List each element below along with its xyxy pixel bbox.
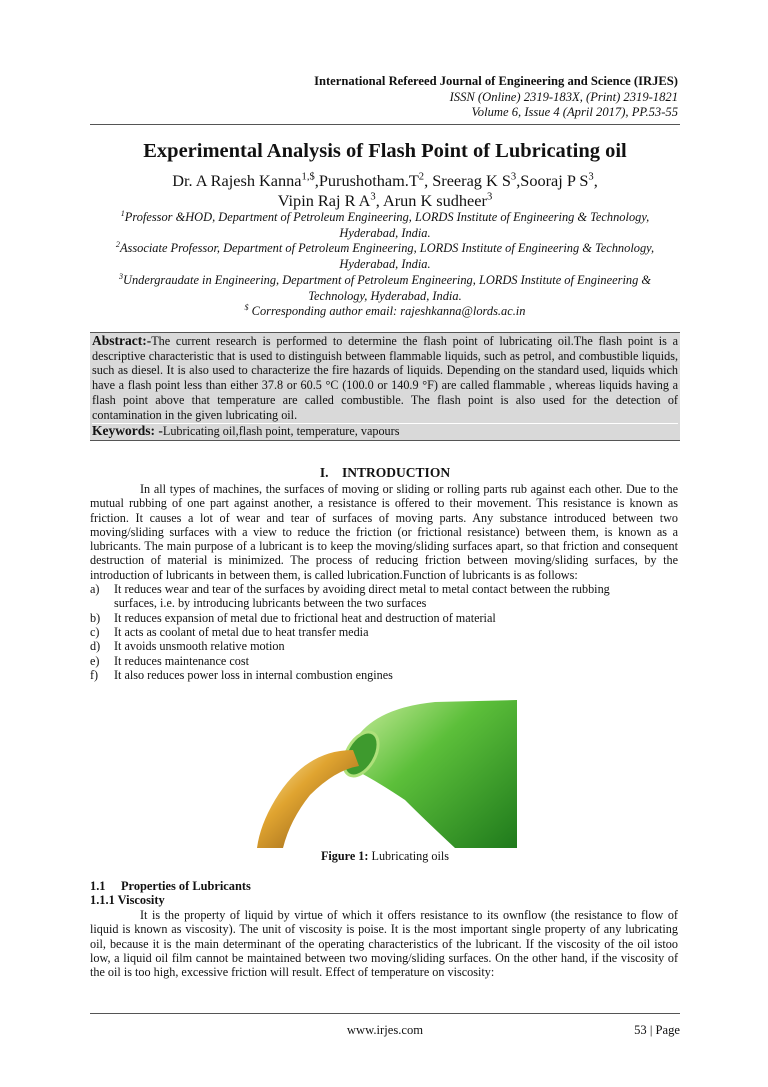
list-marker: f) <box>90 667 99 682</box>
abstract-box <box>90 332 680 441</box>
lubricating-oil-figure <box>255 700 517 848</box>
viscosity-paragraph: It is the property of liquid by virtue of which it offers resistance to its ownflow (the resistance to flow of liquid is known as viscosity). The unit of viscosity is poise. It is the most important single property of any lubricating oil, because it is the main determinant of the operating characteristics of the lubricant. If the viscosity of the oil istoo low, a liquid oil film cannot be maintained between two moving/sliding surfaces. On the other hand, if the viscosity of the oil is too high, excessive friction will result. Effect of temperature on viscosity: <box>90 908 678 980</box>
list-marker: b) <box>90 610 101 625</box>
introduction-paragraph: In all types of machines, the surfaces of moving or sliding or rolling parts rub against each other. Due to the mutual rubbing of one part against another, a resistance is offered to their movement. This resistance is known as friction. It causes a lot of wear and tear of surfaces of moving parts. Any substance introduced between two moving/sliding surfaces with a view to reduce the friction (or frictional resistance) between them, is known as a lubricants. The main purpose of a lubricant is to keep the moving/sliding surfaces apart, so that friction and consequent destruction of material is minimized. The process of reducing friction between moving/sliding surfaces, by the introduction of lubricants in between them, is called lubrication.Function of lubricants is as follows: <box>90 482 678 582</box>
list-item <box>90 668 678 682</box>
list-marker: e) <box>90 653 100 668</box>
page-footer <box>90 1023 680 1038</box>
author-sup: 3 <box>370 191 376 203</box>
affiliation <box>90 273 680 304</box>
author-sup: 3 <box>588 171 594 183</box>
list-marker: a) <box>90 582 100 597</box>
author-sup: 1,$ <box>301 171 315 183</box>
author: ,Purushotham.T <box>314 171 419 190</box>
abstract-label: Abstract:- <box>92 333 152 348</box>
aff-sup: 1 <box>120 208 125 218</box>
affiliation <box>90 210 680 241</box>
author-sep: , <box>593 171 598 190</box>
section-heading <box>90 879 251 908</box>
aff-text: Professor &HOD, Department of Petroleum Engineering, LORDS Institute of Engineering & Technology, Hyderabad, India. <box>124 210 650 240</box>
volume-info: Volume 6, Issue 4 (April 2017), PP.53-55 <box>471 105 678 119</box>
figure-label: Figure 1: <box>320 849 369 863</box>
list-marker: c) <box>90 624 100 639</box>
bottle-icon <box>355 700 517 848</box>
journal-name: International Refereed Journal of Engineering and Science (IRJES) <box>314 74 678 88</box>
header-divider <box>90 124 680 125</box>
affiliations <box>90 210 680 320</box>
aff-text: Associate Professor, Department of Petroleum Engineering, LORDS Institute of Engineering & Technology, Hyderabad, India. <box>119 241 655 272</box>
list-text: It also reduces power loss in internal combustion engines <box>114 667 393 682</box>
list-item <box>90 611 678 625</box>
author-sup: 3 <box>510 171 517 183</box>
list-item <box>90 639 678 653</box>
aff-sup: 2 <box>115 240 120 250</box>
list-text: It reduces wear and tear of the surfaces by avoiding direct metal to metal contact between the rubbing surfaces, i.e. by introducing lubricants between the two surfaces <box>114 582 610 611</box>
list-item <box>90 582 678 611</box>
paper-title: Experimental Analysis of Flash Point of Lubricating oil <box>143 140 627 162</box>
author: Dr. A Rajesh Kanna <box>172 171 302 190</box>
footer-website[interactable]: www.irjes.com <box>346 1023 424 1037</box>
corresponding-author <box>90 304 680 320</box>
aff-text: Corresponding author email: rajeshkanna@lords.ac.in <box>248 304 526 319</box>
functions-list <box>90 582 678 682</box>
author-list <box>90 171 680 211</box>
section-1-1-heading: 1.1 Properties of Lubricants <box>90 879 251 893</box>
footer-divider <box>90 1013 680 1014</box>
oil-stream-icon <box>257 750 359 848</box>
author: Vipin Raj R A <box>277 191 371 210</box>
keywords-text: Lubricating oil,flash point, temperature, vapours <box>162 424 400 439</box>
aff-sup: 3 <box>118 271 123 281</box>
journal-header <box>314 74 678 121</box>
author: , Sreerag K S <box>424 171 511 190</box>
aff-sup: $ <box>244 303 249 313</box>
author-sup: 2 <box>418 171 425 183</box>
abstract-text: The current research is performed to determine the flash point of lubricating oil.The flash point is a descriptive characteristic that is used to distinguish between flammable liquids, such as petrol, and combustible liquids, such as diesel. It is also used to characterize the fire hazards of liquids. Depending on the standard used, liquids which have a flash point less than either 37.8 or 60.5 °C (100.0 or 140.9 °F) are called flammable , whereas liquids having a flash point above that temperature are called combustible. The flash point is also used for the detection of contamination in the given lubricating oil. <box>92 334 678 422</box>
author-sup: 3 <box>486 191 493 203</box>
list-text: It acts as coolant of metal due to heat transfer media <box>114 624 369 639</box>
issn: ISSN (Online) 2319-183X, (Print) 2319-1821 <box>449 89 678 104</box>
aff-text: Undergraudate in Engineering, Department of Petroleum Engineering, LORDS Institute of Engineering & Technology, Hyderabad, India. <box>123 272 652 303</box>
list-text: It reduces maintenance cost <box>114 653 250 668</box>
introduction-body <box>90 482 678 682</box>
list-text: It reduces expansion of metal due to frictional heat and destruction of material <box>114 610 496 625</box>
introduction-heading: I. INTRODUCTION <box>319 465 451 480</box>
author: , Arun K sudheer <box>375 191 487 210</box>
figure-caption-text: Lubricating oils <box>368 849 450 863</box>
list-marker: d) <box>90 639 101 654</box>
author: ,Sooraj P S <box>516 171 589 190</box>
list-item <box>90 625 678 639</box>
list-item <box>90 654 678 668</box>
list-text: It avoids unsmooth relative motion <box>114 639 285 654</box>
affiliation <box>90 241 680 272</box>
keywords-label: Keywords: - <box>92 423 163 439</box>
section-1-1-1-heading: 1.1.1 Viscosity <box>90 893 165 908</box>
page-number: 53 | Page <box>634 1023 680 1037</box>
figure-caption <box>90 849 680 864</box>
